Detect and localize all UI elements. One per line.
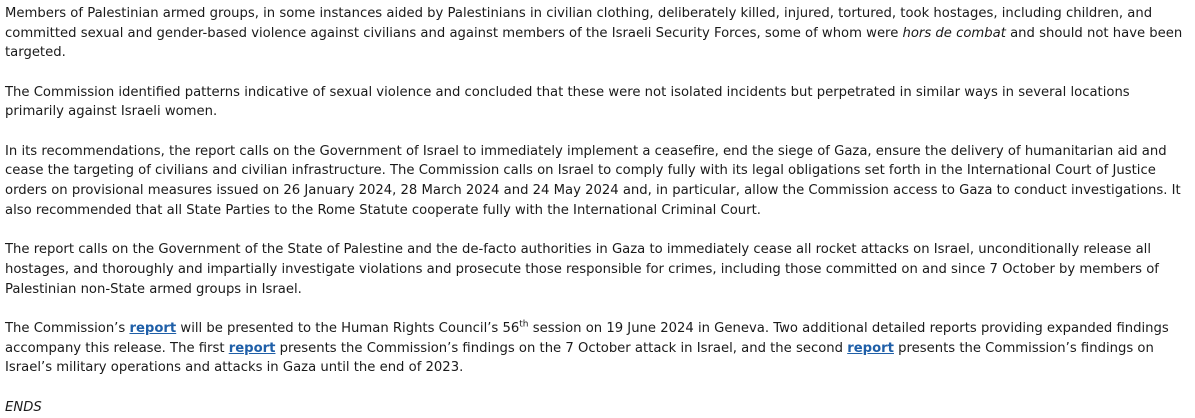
paragraph-report-presentation: [5, 319, 1185, 378]
report-link-october-attack[interactable]: report: [228, 340, 276, 356]
paragraph-text: The Commission’s: [5, 320, 130, 336]
paragraph-sexual-violence: The Commission identified patterns indicative of sexual violence and concluded that these were not isolated incidents but perpetrated in similar ways in several locations primarily against Israeli women.: [5, 84, 1130, 120]
ordinal-suffix: th: [519, 319, 529, 330]
paragraph-recommendations-palestine: The report calls on the Government of the State of Palestine and the de-facto authorities in Gaza to immediately cease all rocket attacks on Israel, unconditionally release all hostages, and thoroughly and impartially investigate violations and prosecute those responsible for crimes, including those committed on and since 7 October by members of Palestinian non-State armed groups in Israel.: [5, 242, 1159, 297]
paragraph-text: and should not have been targeted.: [5, 25, 1183, 61]
report-link-gaza-operations[interactable]: report: [847, 340, 894, 356]
paragraph-text: Members of Palestinian armed groups, in some instances aided by Palestinians in civilian clothing, deliberately killed, injured, tortured, took hostages, including children, and committed sexual and gender-based violence against civilians and against members of the Israeli Security Forces, some of whom were: [5, 6, 1153, 41]
paragraph-recommendations-israel: In its recommendations, the report calls on the Government of Israel to immediately implement a ceasefire, end the siege of Gaza, ensure the delivery of humanitarian aid and cease the targeting of civilians and civilian infrastructure. The Commission calls on Israel to comply fully with its legal obligations set forth in the International Court of Justice orders on provisional measures issued on 26 January 2024, 28 March 2024 and 24 May 2024 and, in particular, allow the Commission access to Gaza to conduct investigations. It also recommended that all State Parties to the Rome Statute cooperate fully with the International Criminal Court.: [5, 143, 1181, 218]
paragraph-armed-groups: [5, 4, 1185, 63]
paragraph-text: presents the Commission’s findings on the 7 October attack in Israel, and the second: [275, 340, 848, 356]
paragraph-text: session on 19 June 2024 in Geneva. Two additional detailed reports providing expanded findings accompany this release. The first: [5, 320, 1169, 356]
paragraph-text: will be presented to the Human Rights Council’s 56: [176, 320, 520, 336]
paragraph-text: presents the Commission’s findings on Israel’s military operations and attacks in Gaza until the end of 2023.: [5, 340, 1154, 376]
italic-term: hors de combat: [902, 25, 1006, 41]
ends-marker: ENDS: [5, 399, 42, 415]
report-link-main[interactable]: report: [129, 320, 177, 336]
